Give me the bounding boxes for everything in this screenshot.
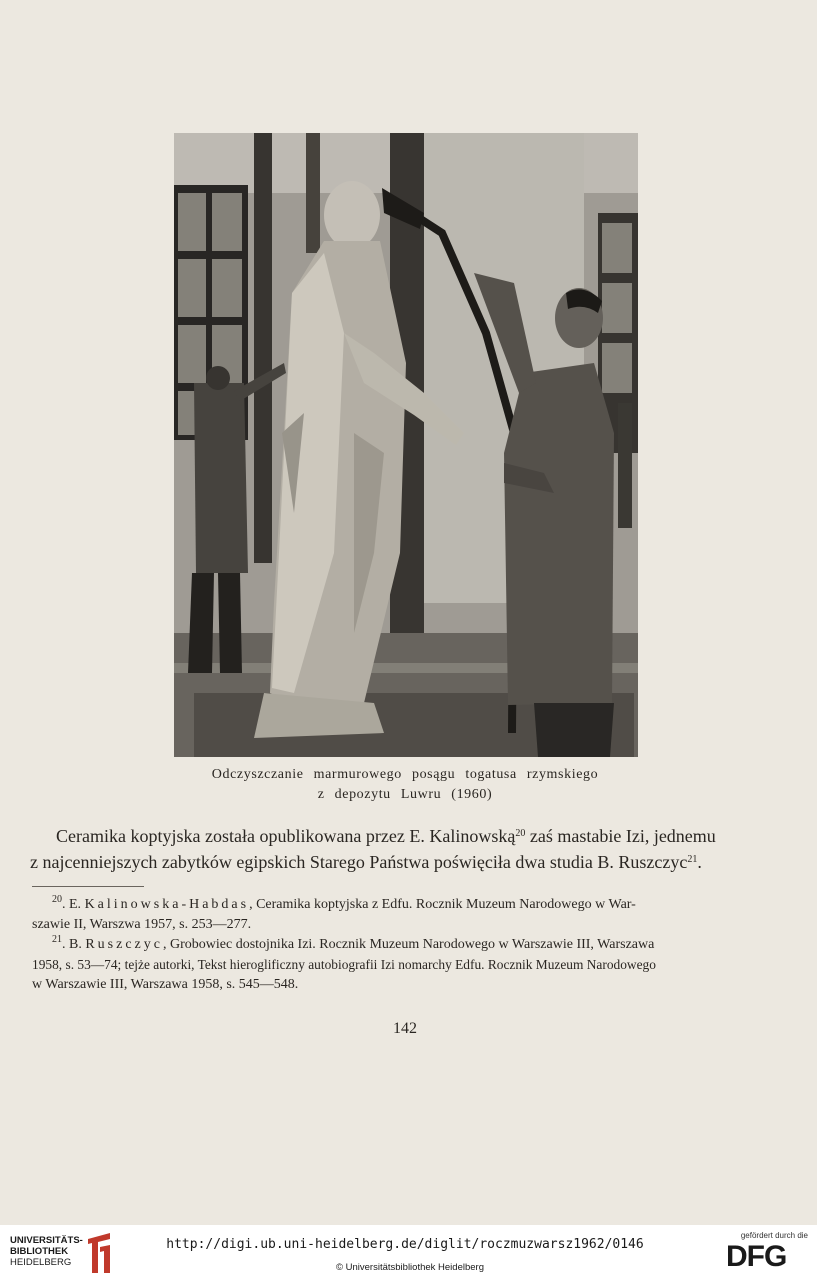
library-logo[interactable] — [10, 1235, 83, 1268]
body-paragraph — [30, 823, 785, 875]
footnotes — [32, 895, 782, 995]
photo-caption — [150, 765, 660, 805]
footnote-text: , Grobowiec dostojnika Izi. Rocznik Muzeum Narodowego w Warszawie III, Warszawa — [163, 937, 655, 952]
statue-cleaning-photograph — [174, 133, 638, 757]
library-name-2: BIBLIOTHEK — [10, 1246, 69, 1257]
footnote-20-cont: szawie II, Warszwa 1957, s. 253—277. — [32, 917, 252, 932]
photograph-image — [174, 133, 638, 757]
body-line-1 — [30, 823, 785, 849]
library-name-3: HEIDELBERG — [10, 1257, 72, 1268]
footnote-author: Kalinowska-Habdas — [84, 897, 250, 912]
footnote-text: , Ceramika koptyjska z Edfu. Rocznik Muzeum Narodowego w War- — [249, 897, 636, 912]
footnote-20 — [32, 895, 782, 915]
footnote-mark: 21 — [52, 934, 62, 945]
sponsor-logo-text: DFG — [726, 1240, 787, 1273]
caption-line-2: z depozytu Luwru (1960) — [317, 787, 493, 802]
footnote-divider — [32, 886, 144, 887]
footnote-21 — [32, 935, 782, 955]
caption-line-1: Odczyszczanie marmurowego posągu togatusa rzymskiego — [211, 767, 599, 782]
digitization-footer — [0, 1225, 817, 1283]
footnote-21-cont: 1958, s. 53—74; tejże autorki, Tekst hieroglificzny autobiografii Izi nomarchy Edfu. Rocznik Muzeum Narodowego — [32, 957, 656, 972]
footnote-ref-20[interactable]: 20 — [515, 828, 526, 839]
library-name-1: UNIVERSITÄTS- — [10, 1235, 83, 1246]
body-text: z najcenniejszych zabytków egipskich Starego Państwa poświęciła dwa studia B. Ruszczyc — [30, 852, 688, 872]
dfg-logo[interactable] — [726, 1231, 808, 1274]
library-emblem-icon — [84, 1229, 114, 1277]
permalink-url[interactable]: http://digi.ub.uni-heidelberg.de/diglit/roczmuzwarsz1962/0146 — [166, 1237, 644, 1252]
copyright-notice: © Universitätsbibliothek Heidelberg — [336, 1262, 484, 1273]
body-text: Ceramika koptyjska została opublikowana przez E. Kalinowską — [56, 826, 516, 846]
page-number: 142 — [393, 1020, 417, 1037]
body-line-2 — [30, 849, 785, 875]
footnote-ref-21[interactable]: 21 — [687, 854, 698, 865]
footnote-mark: 20 — [52, 894, 62, 905]
sponsor-label: gefördert durch die — [740, 1231, 808, 1240]
footnote-text: . E. — [62, 897, 85, 912]
body-text: zaś mastabie Izi, jednemu — [525, 826, 716, 846]
footnote-author: Ruszczyc — [85, 937, 163, 952]
footnote-21-cont-2: w Warszawie III, Warszawa 1958, s. 545—548. — [32, 977, 299, 992]
footnote-text: . B. — [62, 937, 86, 952]
body-text: . — [697, 852, 702, 872]
